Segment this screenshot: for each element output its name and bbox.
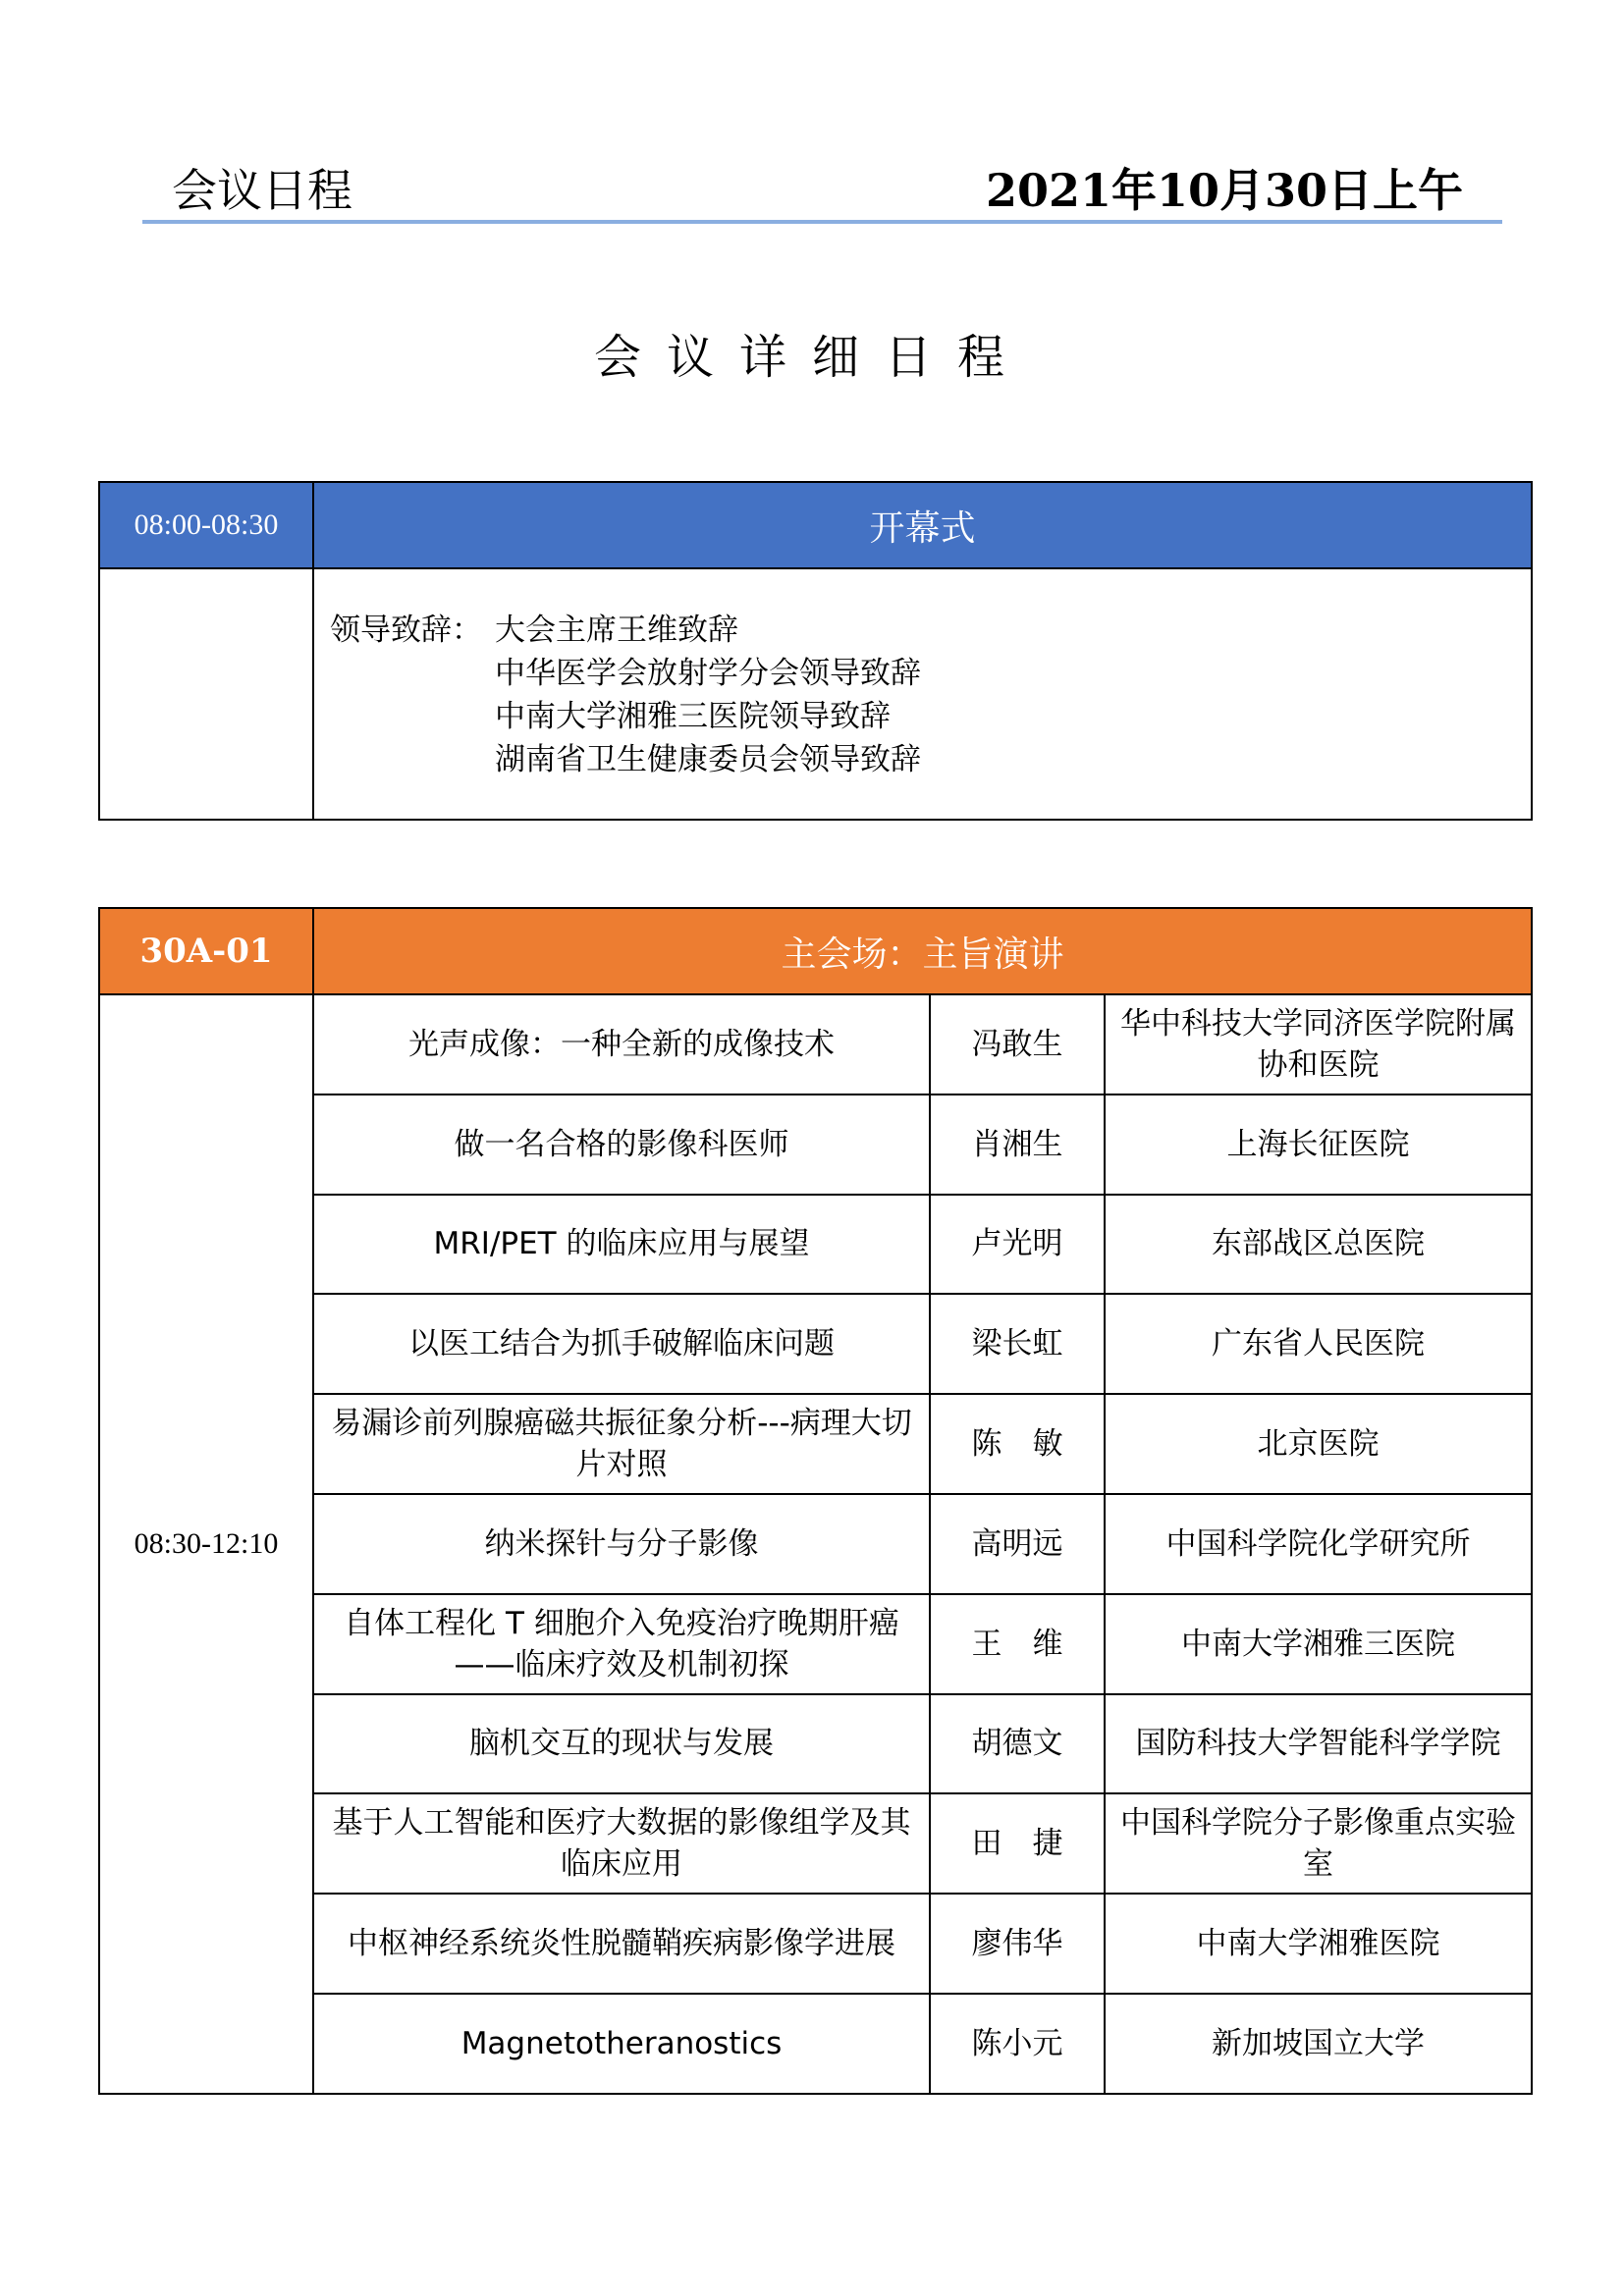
- talk-topic: 以医工结合为抓手破解临床问题: [313, 1294, 930, 1394]
- talk-affiliation: 广东省人民医院: [1105, 1294, 1532, 1394]
- talk-speaker: 廖伟华: [930, 1894, 1105, 1994]
- talk-speaker: 梁长虹: [930, 1294, 1105, 1394]
- session-time: 08:30-12:10: [99, 994, 313, 2094]
- opening-body-row: [99, 568, 1532, 820]
- talk-speaker: 肖湘生: [930, 1095, 1105, 1195]
- talk-topic: 做一名合格的影像科医师: [313, 1095, 930, 1195]
- talk-row: [99, 1594, 1532, 1694]
- speech-text: 大会主席王维致辞: [495, 613, 738, 648]
- speech-text: 中华医学会放射学分会领导致辞: [495, 656, 921, 691]
- session-header-row: [99, 908, 1532, 994]
- opening-time: 08:00-08:30: [99, 482, 313, 568]
- talk-topic: MRI/PET 的临床应用与展望: [313, 1195, 930, 1295]
- speech-item: [330, 652, 1531, 695]
- talk-row: [99, 1394, 1532, 1494]
- talk-row: [99, 1994, 1532, 2094]
- talk-topic: Magnetotheranostics: [313, 1994, 930, 2094]
- talk-row: [99, 1793, 1532, 1894]
- talk-affiliation: 中国科学院化学研究所: [1105, 1494, 1532, 1594]
- talk-speaker: 冯敢生: [930, 994, 1105, 1095]
- speech-item: [330, 695, 1531, 738]
- talk-speaker: 卢光明: [930, 1195, 1105, 1295]
- talk-topic: 基于人工智能和医疗大数据的影像组学及其临床应用: [313, 1793, 930, 1894]
- speech-item: [330, 609, 1531, 652]
- talk-speaker: 高明远: [930, 1494, 1105, 1594]
- session-title: 主会场：主旨演讲: [313, 908, 1532, 994]
- opening-ceremony-table: [98, 481, 1533, 821]
- header-rule: [142, 220, 1502, 224]
- talk-row: [99, 1095, 1532, 1195]
- talk-affiliation: 中国科学院分子影像重点实验室: [1105, 1793, 1532, 1894]
- speech-item: [330, 738, 1531, 781]
- talk-affiliation: 中南大学湘雅医院: [1105, 1894, 1532, 1994]
- talk-topic: 光声成像：一种全新的成像技术: [313, 994, 930, 1095]
- talk-speaker: 陈小元: [930, 1994, 1105, 2094]
- session-code: 30A-01: [99, 908, 313, 994]
- header-title: 会议日程: [172, 164, 352, 217]
- talk-row: [99, 1894, 1532, 1994]
- opening-time-empty: [99, 568, 313, 820]
- talk-affiliation: 新加坡国立大学: [1105, 1994, 1532, 2094]
- speech-list: [314, 569, 1531, 781]
- talk-topic: 中枢神经系统炎性脱髓鞘疾病影像学进展: [313, 1894, 930, 1994]
- talk-row: [99, 994, 1532, 1095]
- talk-speaker: 田 捷: [930, 1793, 1105, 1894]
- page-header: [142, 137, 1502, 226]
- speech-text: 湖南省卫生健康委员会领导致辞: [495, 742, 921, 777]
- talk-topic: 纳米探针与分子影像: [313, 1494, 930, 1594]
- speech-text: 中南大学湘雅三医院领导致辞: [495, 699, 891, 734]
- talk-topic: 自体工程化 T 细胞介入免疫治疗晚期肝癌——临床疗效及机制初探: [313, 1594, 930, 1694]
- opening-title: 开幕式: [313, 482, 1532, 568]
- talk-speaker: 胡德文: [930, 1694, 1105, 1794]
- opening-speeches-cell: [313, 568, 1532, 820]
- header-date: 2021年10月30日上午: [985, 164, 1463, 217]
- speech-label: 领导致辞：: [330, 613, 482, 648]
- talk-topic: 脑机交互的现状与发展: [313, 1694, 930, 1794]
- page-title: 会议详细日程: [593, 330, 1030, 385]
- talk-affiliation: 北京医院: [1105, 1394, 1532, 1494]
- talk-affiliation: 华中科技大学同济医学院附属协和医院: [1105, 994, 1532, 1095]
- talk-row: [99, 1195, 1532, 1295]
- talk-row: [99, 1694, 1532, 1794]
- talk-affiliation: 中南大学湘雅三医院: [1105, 1594, 1532, 1694]
- opening-header-row: [99, 482, 1532, 568]
- talk-speaker: 王 维: [930, 1594, 1105, 1694]
- talk-affiliation: 上海长征医院: [1105, 1095, 1532, 1195]
- talk-row: [99, 1494, 1532, 1594]
- talk-affiliation: 国防科技大学智能科学学院: [1105, 1694, 1532, 1794]
- talk-speaker: 陈 敏: [930, 1394, 1105, 1494]
- talk-row: [99, 1294, 1532, 1394]
- talk-affiliation: 东部战区总医院: [1105, 1195, 1532, 1295]
- talk-topic: 易漏诊前列腺癌磁共振征象分析---病理大切片对照: [313, 1394, 930, 1494]
- keynote-session-table: [98, 907, 1533, 2095]
